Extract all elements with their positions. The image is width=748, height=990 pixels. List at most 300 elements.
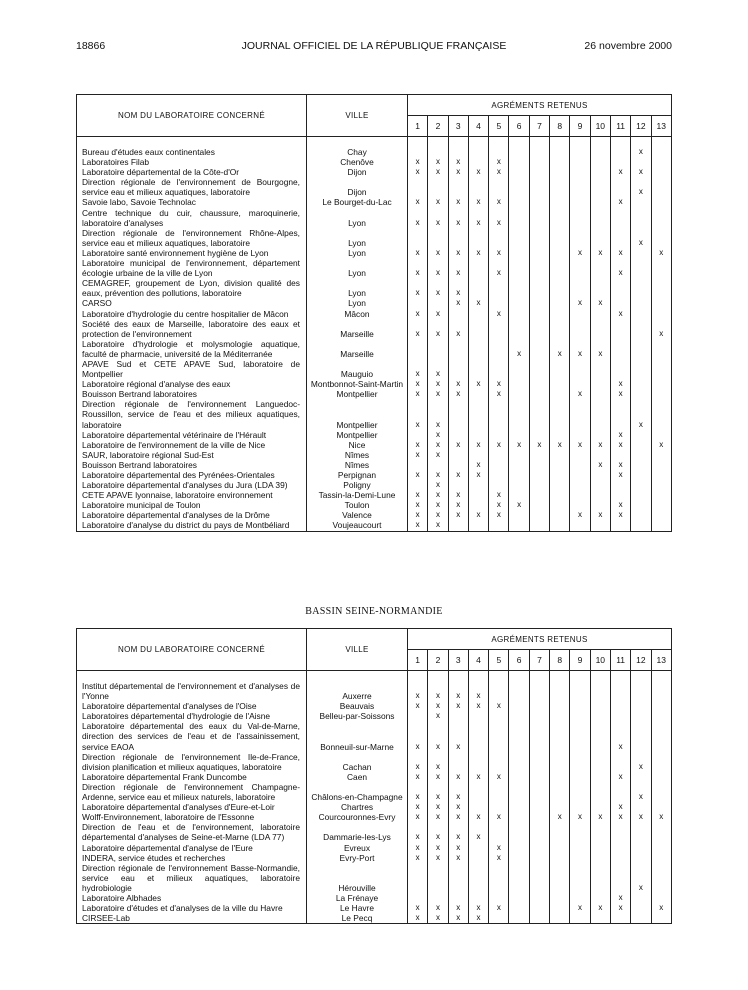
agrement-cell-4: x [468,903,488,913]
laboratory-name: Bouisson Bertrand laboratoires [77,389,307,399]
agrement-cell-4 [468,802,488,812]
agrement-cell-8 [550,863,570,893]
agrement-cell-13: x [651,319,671,339]
agrement-cell-9 [570,681,590,701]
agrement-cell-8 [550,711,570,721]
agrement-cell-13 [651,913,671,924]
agrement-cell-3 [448,520,468,531]
agrement-cell-6 [509,228,529,248]
agrement-cell-12 [631,853,651,863]
agrement-cell-8 [550,822,570,842]
agrement-cell-5 [489,822,509,842]
table-row [77,903,672,913]
agrement-cell-3 [448,893,468,903]
agrement-number-3: 3 [448,116,468,137]
agrement-cell-2: x [428,319,448,339]
laboratory-city: Montpellier [307,430,408,440]
agrement-cell-1 [408,228,428,248]
agrement-cell-9 [570,470,590,480]
laboratory-city: Mâcon [307,309,408,319]
agrement-cell-11 [610,278,630,298]
agrement-cell-10 [590,450,610,460]
agrement-cell-1: x [408,490,428,500]
agrement-cell-11: x [610,309,630,319]
agrement-cell-13 [651,339,671,359]
agrement-cell-7 [529,278,549,298]
agrement-cell-6 [509,681,529,701]
agrement-cell-12 [631,339,651,359]
agrement-cell-13 [651,278,671,298]
agrement-cell-6 [509,298,529,308]
agrement-cell-1: x [408,197,428,207]
agrement-cell-2 [428,339,448,359]
agrement-cell-9 [570,520,590,531]
agrement-cell-8 [550,167,570,177]
agrement-cell-5 [489,480,509,490]
agrement-cell-9 [570,721,590,751]
agrement-cell-8 [550,258,570,278]
agrement-cell-7 [529,167,549,177]
agrement-cell-4: x [468,913,488,924]
agrement-cell-10: x [590,460,610,470]
laboratory-city: Marseille [307,319,408,339]
agrement-cell-2: x [428,490,448,500]
column-header-city: VILLE [307,629,408,671]
agrement-cell-8 [550,450,570,460]
laboratory-city: Toulon [307,500,408,510]
table-row [77,147,672,157]
agrement-cell-1 [408,893,428,903]
agrement-cell-1: x [408,167,428,177]
agrement-cell-2: x [428,248,448,258]
laboratory-city: Courcouronnes-Evry [307,812,408,822]
laboratory-name: Bouisson Bertrand laboratoires [77,460,307,470]
agrement-cell-4: x [468,812,488,822]
agrement-cell-6 [509,863,529,893]
agrement-cell-8 [550,248,570,258]
agrement-cell-8 [550,490,570,500]
agrement-cell-4 [468,752,488,772]
agrement-cell-13 [651,399,671,429]
agrement-cell-3 [448,359,468,379]
agrement-cell-7 [529,510,549,520]
agrement-cell-5: x [489,440,509,450]
laboratory-city: Nice [307,440,408,450]
agrement-cell-8 [550,510,570,520]
table-row [77,913,672,924]
agrement-cell-11 [610,450,630,460]
laboratory-name: Direction régionale de l'environnement Basse-Normandie, service eau et milieux aquatiques, laboratoire hydrobiologie [77,863,307,893]
agrement-cell-3: x [448,701,468,711]
agrement-cell-8 [550,278,570,298]
agrement-cell-5: x [489,167,509,177]
agrement-number-4: 4 [468,116,488,137]
agrement-cell-9 [570,711,590,721]
agrement-cell-4 [468,309,488,319]
agrement-cell-6 [509,802,529,812]
laboratory-city: Hérouville [307,863,408,893]
agrement-cell-6 [509,278,529,298]
agrement-cell-5 [489,752,509,772]
laboratory-city: Mauguio [307,359,408,379]
agrement-cell-13 [651,802,671,812]
agrement-cell-13: x [651,248,671,258]
agrement-cell-4 [468,490,488,500]
agrement-cell-3: x [448,157,468,167]
agrement-cell-13: x [651,812,671,822]
agrement-cell-3 [448,228,468,248]
agrement-cell-10 [590,893,610,903]
column-header-name: NOM DU LABORATOIRE CONCERNÉ [77,629,307,671]
agrement-cell-1: x [408,379,428,389]
agrement-cell-7 [529,208,549,228]
agrement-cell-8: x [550,812,570,822]
agrement-cell-13 [651,853,671,863]
agrement-cell-11: x [610,258,630,278]
agrement-cell-6 [509,389,529,399]
agrement-cell-13 [651,460,671,470]
agrement-cell-9 [570,309,590,319]
agrement-cell-8 [550,319,570,339]
agrement-cell-11 [610,490,630,500]
agrement-cell-1: x [408,853,428,863]
agrement-cell-13: x [651,440,671,450]
laboratory-name: Direction régionale de l'environnement Rhône-Alpes, service eau et milieux aquatiques, laboratoire [77,228,307,248]
agrement-cell-2: x [428,903,448,913]
laboratory-name: Direction de l'eau et de l'environnement, laboratoire départemental d'analyses de Seine-et-Marne (LDA 77) [77,822,307,842]
agrement-cell-11: x [610,903,630,913]
agrement-cell-1: x [408,258,428,278]
agrement-cell-4 [468,359,488,379]
agrement-cell-4: x [468,248,488,258]
laboratory-name: Société des eaux de Marseille, laboratoire des eaux et protection de l'environnement [77,319,307,339]
agrement-cell-6 [509,701,529,711]
laboratory-name: Laboratoire départemental des eaux du Val-de-Marne, direction des services de l'eau et de l'assainissement, service EAOA [77,721,307,751]
agrement-cell-9 [570,772,590,782]
agrement-cell-6 [509,258,529,278]
agrement-cell-10 [590,721,610,751]
laboratory-name: Laboratoire d'hydrologie du centre hospitalier de Mâcon [77,309,307,319]
agrement-cell-5: x [489,379,509,389]
agrement-cell-5: x [489,490,509,500]
laboratory-city: Caen [307,772,408,782]
agrement-cell-12 [631,460,651,470]
agrement-cell-1: x [408,440,428,450]
agrement-cell-1: x [408,782,428,802]
agrement-cell-12 [631,772,651,782]
agrement-cell-2: x [428,440,448,450]
agrement-cell-6 [509,319,529,339]
agrement-cell-11 [610,228,630,248]
agrement-cell-12: x [631,782,651,802]
agrement-cell-2: x [428,752,448,772]
agrement-cell-4 [468,147,488,157]
table-row [77,177,672,197]
agrement-cell-1: x [408,500,428,510]
agrement-cell-2 [428,177,448,197]
agrement-cell-6 [509,480,529,490]
laboratory-name: Laboratoire municipal de l'environnement, département écologie urbaine de la ville de Lyon [77,258,307,278]
agrement-cell-8 [550,480,570,490]
agrement-cell-3 [448,752,468,772]
agrement-cell-7 [529,913,549,924]
agrement-cell-7 [529,812,549,822]
agrement-cell-12: x [631,812,651,822]
table-row [77,359,672,379]
agrement-cell-13 [651,389,671,399]
agrement-cell-5 [489,711,509,721]
agrement-cell-10 [590,399,610,429]
agrement-cell-5 [489,863,509,893]
agrement-cell-8: x [550,339,570,359]
laboratory-city: Voujeaucourt [307,520,408,531]
agrement-cell-9 [570,782,590,802]
agrement-cell-9 [570,399,590,429]
agrement-cell-12 [631,197,651,207]
agrement-cell-6: x [509,339,529,359]
agrement-cell-7 [529,681,549,701]
agrement-cell-7 [529,500,549,510]
agrement-cell-2: x [428,157,448,167]
agrement-cell-8: x [550,440,570,450]
laboratory-name: APAVE Sud et CETE APAVE Sud, laboratoire de Montpellier [77,359,307,379]
agrement-cell-11: x [610,470,630,480]
agrement-cell-1: x [408,510,428,520]
agrement-cell-11: x [610,460,630,470]
agrement-cell-13 [651,450,671,460]
agrement-cell-10 [590,711,610,721]
agrement-cell-11: x [610,510,630,520]
laboratory-name: Laboratoire de l'environnement de la ville de Nice [77,440,307,450]
column-header-agrements: AGRÉMENTS RETENUS [408,95,672,116]
agrement-cell-13 [651,893,671,903]
agrement-cell-13 [651,843,671,853]
agrement-cell-6 [509,913,529,924]
agrement-cell-1: x [408,802,428,812]
agrement-cell-5 [489,913,509,924]
agrement-cell-1: x [408,701,428,711]
agrement-cell-5 [489,802,509,812]
agrement-cell-12 [631,500,651,510]
agrement-cell-6 [509,208,529,228]
agrement-cell-5 [489,450,509,460]
agrement-cell-9 [570,147,590,157]
agrement-cell-1: x [408,309,428,319]
agrement-cell-12 [631,490,651,500]
agrement-cell-5 [489,399,509,429]
agrement-cell-1: x [408,752,428,772]
agrement-cell-11 [610,177,630,197]
agrement-cell-5: x [489,903,509,913]
agrement-cell-13 [651,711,671,721]
agrement-cell-13 [651,147,671,157]
agrement-cell-13 [651,822,671,842]
agrement-cell-4: x [468,440,488,450]
laboratory-city: Montbonnot-Saint-Martin [307,379,408,389]
agrement-cell-13 [651,752,671,772]
agrement-cell-4 [468,893,488,903]
column-header-name: NOM DU LABORATOIRE CONCERNÉ [77,95,307,137]
agrement-cell-8 [550,197,570,207]
agrement-cell-1 [408,298,428,308]
agrement-cell-12 [631,681,651,701]
agrement-cell-2: x [428,772,448,782]
agrement-cell-1: x [408,470,428,480]
laboratory-name: Laboratoire départemental Frank Duncombe [77,772,307,782]
agrement-cell-4 [468,500,488,510]
agrement-cell-9 [570,863,590,893]
agrement-cell-3 [448,711,468,721]
laboratory-city: Belleu-par-Soissons [307,711,408,721]
agrement-cell-4 [468,339,488,359]
agrement-cell-6 [509,721,529,751]
agrement-cell-12 [631,208,651,228]
agrement-cell-4 [468,863,488,893]
agrement-cell-7 [529,490,549,500]
agrement-cell-12 [631,701,651,711]
agrement-cell-4: x [468,298,488,308]
agrement-cell-12 [631,440,651,450]
agrement-cell-13 [651,480,671,490]
agrement-number-5: 5 [489,650,509,671]
agrement-cell-10: x [590,248,610,258]
laboratory-city: Le Bourget-du-Lac [307,197,408,207]
agrement-cell-10 [590,208,610,228]
agrement-cell-4: x [468,167,488,177]
agrement-cell-7 [529,752,549,772]
agrement-cell-12: x [631,167,651,177]
agrement-cell-4 [468,711,488,721]
agrement-cell-12 [631,903,651,913]
laboratory-city: Nîmes [307,450,408,460]
agrement-cell-9 [570,701,590,711]
agrement-number-8: 8 [550,650,570,671]
agrement-cell-10 [590,913,610,924]
agrement-cell-7 [529,430,549,440]
table-1-body [77,137,672,532]
agrement-cell-2: x [428,258,448,278]
agrement-cell-8 [550,500,570,510]
agrement-cell-7 [529,399,549,429]
issue-date: 26 novembre 2000 [584,40,672,52]
agrement-cell-5 [489,359,509,379]
agrement-cell-13 [651,298,671,308]
agrement-cell-2: x [428,480,448,490]
agrement-cell-1: x [408,903,428,913]
agrement-cell-7 [529,711,549,721]
table-row [77,812,672,822]
agrement-cell-4 [468,278,488,298]
agrement-cell-9 [570,197,590,207]
agrement-cell-8 [550,470,570,480]
agrement-cell-4 [468,157,488,167]
agrement-cell-3: x [448,681,468,701]
agrement-cell-3 [448,309,468,319]
agrement-cell-5 [489,782,509,802]
agrement-cell-4: x [468,822,488,842]
agrement-cell-13 [651,701,671,711]
agrement-cell-4 [468,228,488,248]
agrement-cell-12 [631,913,651,924]
agrement-cell-1: x [408,913,428,924]
agrement-cell-6 [509,510,529,520]
agrement-cell-11 [610,782,630,802]
agrement-cell-11 [610,853,630,863]
agrement-cell-1: x [408,721,428,751]
agrement-cell-8 [550,903,570,913]
agrement-cell-2 [428,863,448,893]
agrement-cell-9: x [570,903,590,913]
agrement-cell-12 [631,379,651,389]
agrement-cell-9: x [570,298,590,308]
agrement-cell-10: x [590,440,610,450]
agrement-cell-3: x [448,278,468,298]
journal-title: JOURNAL OFFICIEL DE LA RÉPUBLIQUE FRANÇAISE [241,40,507,52]
agrement-cell-7 [529,298,549,308]
table-row [77,278,672,298]
agrement-cell-12: x [631,228,651,248]
laboratory-name: Laboratoire départemental d'analyse de l'Eure [77,843,307,853]
agrement-number-13: 13 [651,650,671,671]
agrement-cell-9 [570,208,590,228]
agrement-cell-12 [631,822,651,842]
agrement-cell-10 [590,147,610,157]
agrement-cell-2: x [428,782,448,802]
agrement-cell-3: x [448,510,468,520]
laboratory-name: Wolff-Environnement, laboratoire de l'Essonne [77,812,307,822]
agrement-cell-10 [590,681,610,701]
laboratory-city: Poligny [307,480,408,490]
agrement-cell-11: x [610,430,630,440]
agrement-number-11: 11 [610,116,630,137]
agrement-cell-3: x [448,812,468,822]
laboratory-name: Laboratoire régional d'analyse des eaux [77,379,307,389]
agrement-cell-8 [550,177,570,197]
agrement-cell-5: x [489,157,509,167]
agrement-number-9: 9 [570,650,590,671]
agrement-cell-2: x [428,470,448,480]
agrement-cell-4 [468,843,488,853]
table-row [77,863,672,893]
agrement-cell-5 [489,339,509,359]
agrement-cell-8 [550,359,570,379]
agrement-cell-5 [489,893,509,903]
agrement-cell-2: x [428,309,448,319]
agrement-cell-8 [550,460,570,470]
agrement-cell-11: x [610,500,630,510]
agrement-cell-7 [529,147,549,157]
agrement-cell-11 [610,319,630,339]
agrement-cell-12 [631,278,651,298]
agrement-cell-13 [651,863,671,893]
agrement-cell-5: x [489,843,509,853]
agrement-cell-6 [509,399,529,429]
agrement-cell-10 [590,853,610,863]
agrement-cell-4 [468,782,488,802]
agrement-cell-9 [570,278,590,298]
agrement-cell-5: x [489,500,509,510]
agrement-cell-3: x [448,208,468,228]
laboratory-name: Savoie labo, Savoie Technolac [77,197,307,207]
agrement-cell-1 [408,863,428,893]
agrement-cell-13 [651,470,671,480]
agrement-cell-10 [590,822,610,842]
agrement-cell-1 [408,430,428,440]
agrement-cell-13 [651,510,671,520]
agrement-cell-11 [610,701,630,711]
laboratory-city: Lyon [307,278,408,298]
agrement-cell-2: x [428,379,448,389]
